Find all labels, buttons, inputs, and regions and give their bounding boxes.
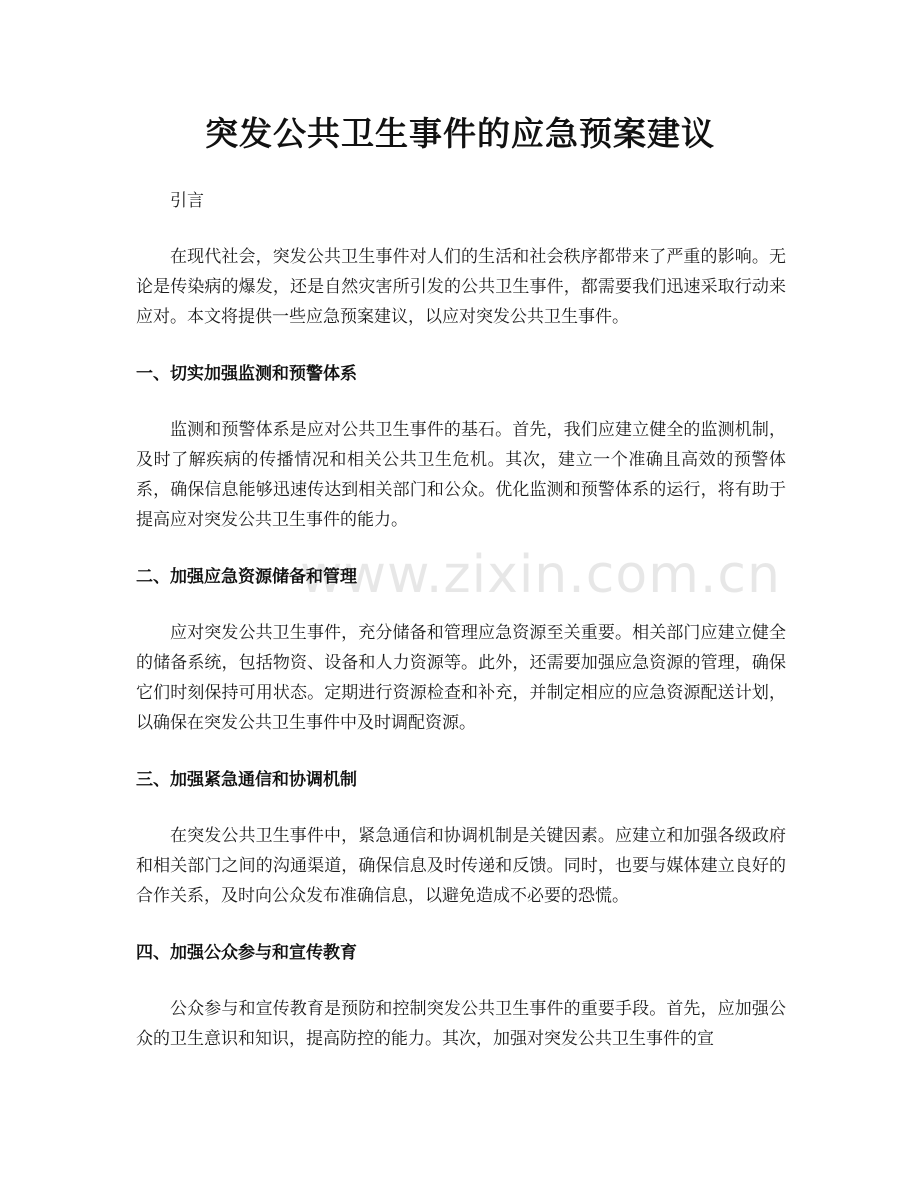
section-paragraph-3: 在突发公共卫生事件中，紧急通信和协调机制是关键因素。应建立和加强各级政府和相关部门之间的沟通渠道，确保信息及时传递和反馈。同时，也要与媒体建立良好的合作关系，及时向公众发布准确信息，以避免造成不必要的恐慌。: [136, 826, 786, 906]
section-heading-2: 二、加强应急资源储备和管理: [136, 567, 357, 587]
section-paragraph-4: 公众参与和宣传教育是预防和控制突发公共卫生事件的重要手段。首先，应加强公众的卫生意识和知识，提高防控的能力。其次，加强对突发公共卫生事件的宣: [136, 999, 786, 1049]
watermark: www.zixin.com.cn: [300, 545, 781, 605]
page-title: 突发公共卫生事件的应急预案建议: [205, 114, 715, 153]
section-paragraph-2: 应对突发公共卫生事件，充分储备和管理应急资源至关重要。相关部门应建立健全的储备系统，包括物资、设备和人力资源等。此外，还需要加强应急资源的管理，确保它们时刻保持可用状态。定期进行资源检查和补充，并制定相应的应急资源配送计划，以确保在突发公共卫生事件中及时调配资源。: [136, 623, 786, 733]
section-heading-4: 四、加强公众参与和宣传教育: [136, 943, 357, 963]
document-body: [136, 186, 786, 1081]
section-heading-1: 一、切实加强监测和预警体系: [136, 364, 357, 384]
intro-label: 引言: [170, 191, 204, 211]
section-paragraph-1: 监测和预警体系是应对公共卫生事件的基石。首先，我们应建立健全的监测机制，及时了解疾病的传播情况和相关公共卫生危机。其次，建立一个准确且高效的预警体系，确保信息能够迅速传达到相关部门和公众。优化监测和预警体系的运行，将有助于提高应对突发公共卫生事件的能力。: [136, 420, 786, 530]
intro-paragraph: 在现代社会，突发公共卫生事件对人们的生活和社会秩序都带来了严重的影响。无论是传染病的爆发，还是自然灾害所引发的公共卫生事件，都需要我们迅速采取行动来应对。本文将提供一些应急预案建议，以应对突发公共卫生事件。: [136, 247, 786, 327]
section-heading-3: 三、加强紧急通信和协调机制: [136, 770, 357, 790]
